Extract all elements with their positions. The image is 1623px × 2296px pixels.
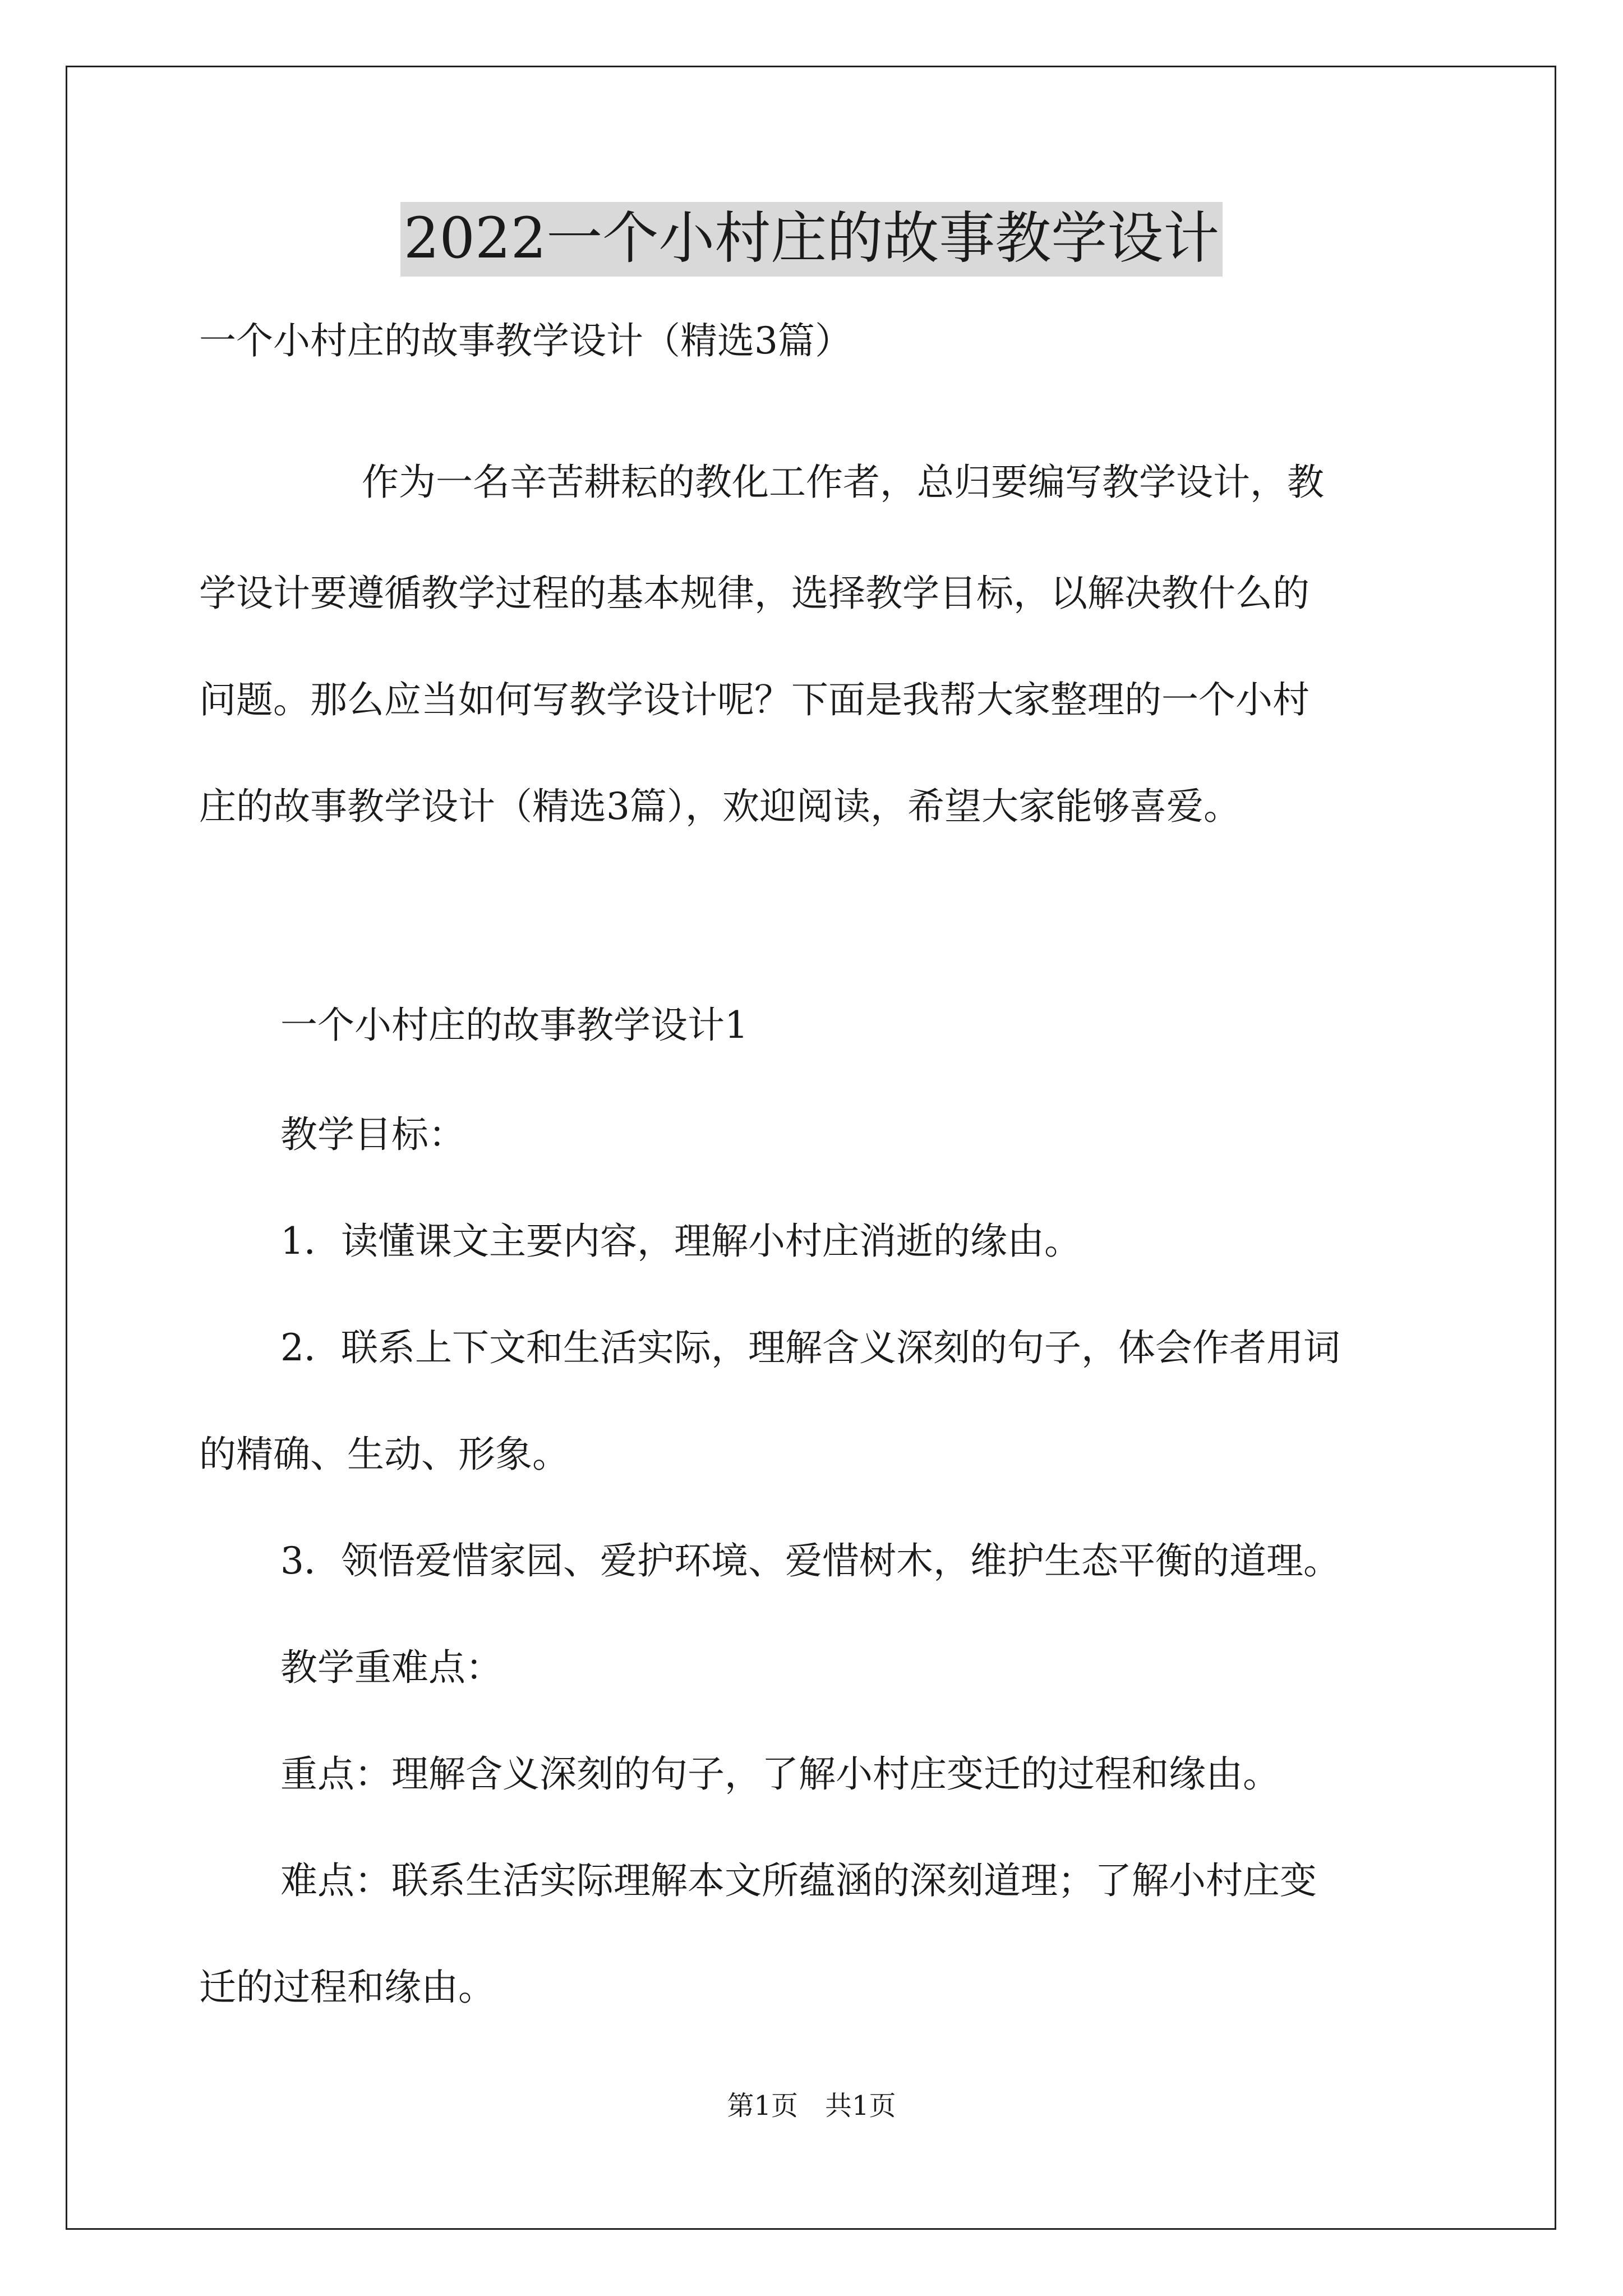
document-title <box>0 199 1623 278</box>
goal-item-1: 1．读懂课文主要内容，理解小村庄消逝的缘由。 <box>280 1220 1081 1263</box>
key-heading: 教学重难点： <box>280 1646 502 1689</box>
difficult-point-line-1: 难点：联系生活实际理解本文所蕴涵的深刻道理；了解小村庄变 <box>280 1859 1317 1902</box>
intro-line-3: 问题。那么应当如何写教学设计呢？下面是我帮大家整理的一个小村 <box>199 678 1310 721</box>
goals-heading: 教学目标： <box>280 1113 465 1156</box>
difficult-point-line-2: 迁的过程和缘由。 <box>199 1966 495 2009</box>
page-footer: 第1页 共1页 <box>727 2090 896 2122</box>
goal-item-3: 3．领悟爱惜家园、爱护环境、爱惜树木，维护生态平衡的道理。 <box>280 1539 1340 1582</box>
intro-line-2: 学设计要遵循教学过程的基本规律，选择教学目标，以解决教什么的 <box>199 572 1310 615</box>
goal-item-2-line-1: 2．联系上下文和生活实际，理解含义深刻的句子，体会作者用词 <box>280 1326 1340 1369</box>
key-point: 重点：理解含义深刻的句子，了解小村庄变迁的过程和缘由。 <box>280 1752 1280 1796</box>
intro-line-1: 作为一名辛苦耕耘的教化工作者，总归要编写教学设计，教 <box>362 461 1324 504</box>
intro-line-4: 庄的故事教学设计（精选3篇），欢迎阅读，希望大家能够喜爱。 <box>199 785 1241 828</box>
section-heading: 一个小村庄的故事教学设计1 <box>280 1004 748 1047</box>
goal-item-2-line-2: 的精确、生动、形象。 <box>199 1433 569 1476</box>
document-subtitle: 一个小村庄的故事教学设计（精选3篇） <box>199 319 852 362</box>
document-title-text: 2022一个小村庄的故事教学设计 <box>400 202 1223 277</box>
